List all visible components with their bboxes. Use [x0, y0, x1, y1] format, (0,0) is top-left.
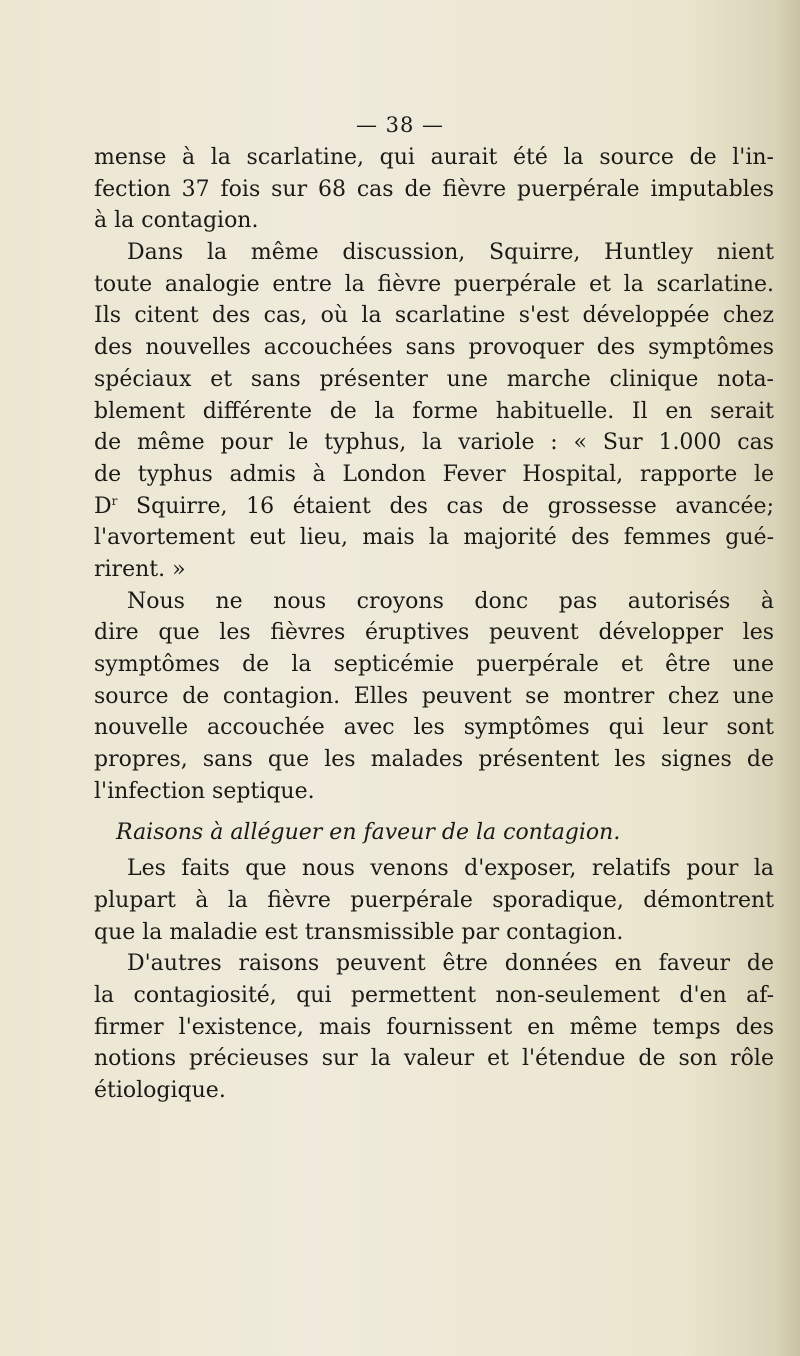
text-line: Dans la même discussion, Squirre, Huntley nient	[127, 240, 774, 266]
text-line: étiologique.	[94, 1077, 226, 1103]
text-line: firmer l'existence, mais fournissent en même temps des	[94, 1014, 774, 1040]
text-line: dire que les fièvres éruptives peuvent développer les	[94, 620, 774, 646]
text-line: que la maladie est transmissible par contagion.	[94, 919, 624, 945]
text-line: Nous ne nous croyons donc pas autorisés à	[127, 588, 774, 614]
text-line: de même pour le typhus, la variole : « Sur 1.000 cas	[94, 430, 774, 456]
doctor-abbrev-superscript: r	[111, 493, 118, 508]
section-heading: Raisons à alléguer en faveur de la contagion.	[116, 820, 621, 846]
text-line: symptômes de la septicémie puerpérale et être une	[94, 652, 774, 677]
text-line-rest: Squirre, 16 étaient des cas de grossesse avancée;	[117, 493, 774, 519]
text-line: notions précieuses sur la valeur et l'étendue de son rôle	[94, 1046, 774, 1072]
text-line: de typhus admis à London Fever Hospital, rapporte le	[94, 461, 774, 487]
text-line: l'avortement eut lieu, mais la majorité des femmes gué-	[94, 525, 774, 551]
text-line	[94, 491, 774, 523]
text-line: blement différente de la forme habituelle. Il en serait	[94, 398, 774, 424]
text-line: Ils citent des cas, où la scarlatine s'est développée chez	[94, 303, 774, 329]
text-line: la contagiosité, qui permettent non-seulement d'en af-	[94, 982, 774, 1008]
text-line: source de contagion. Elles peuvent se montrer chez une	[94, 683, 774, 709]
text-line: toute analogie entre la fièvre puerpérale et la scarlatine.	[94, 271, 774, 297]
text-line: D'autres raisons peuvent être données en faveur de	[127, 951, 774, 977]
text-line: des nouvelles accouchées sans provoquer des symptômes	[94, 335, 774, 361]
text-line: l'infection septique.	[94, 778, 315, 804]
text-line: spéciaux et sans présenter une marche clinique nota-	[94, 366, 774, 392]
text-line: Les faits que nous venons d'exposer, relatifs pour la	[127, 856, 774, 882]
page-number: — 38 —	[355, 113, 445, 137]
doctor-abbrev: D	[94, 493, 112, 519]
body-text	[94, 142, 774, 1107]
text-line: propres, sans que les malades présentent les signes de	[94, 747, 774, 773]
text-line: à la contagion.	[94, 208, 259, 234]
text-line: plupart à la fièvre puerpérale sporadique, démontrent	[94, 887, 774, 913]
text-line: fection 37 fois sur 68 cas de fièvre puerpérale imputables	[94, 176, 774, 202]
text-line: nouvelle accouchée avec les symptômes qui leur sont	[94, 715, 774, 741]
text-line: mense à la scarlatine, qui aurait été la source de l'in-	[94, 145, 774, 170]
text-line: rirent. »	[94, 556, 186, 582]
